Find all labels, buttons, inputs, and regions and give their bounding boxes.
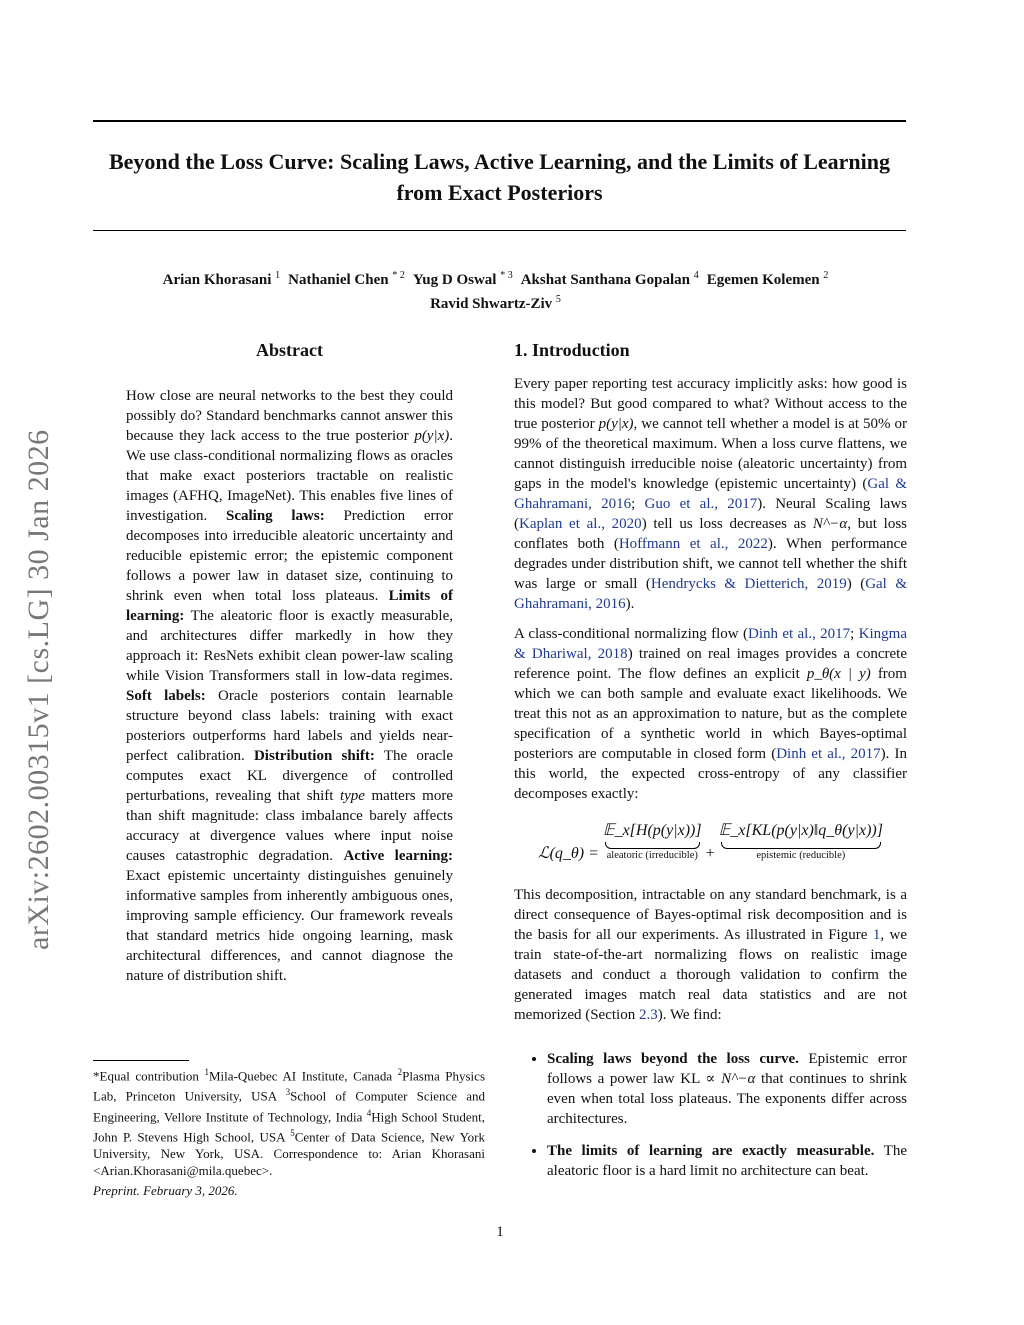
text-span: , we cannot tell whether a model is at 50% or 99% of the theoretical maximum. When a loss curve flattens, we cannot distinguish irreducible noise (aleatoric uncertainty) from gaps in the model's knowledge (epistemic uncertainty) ( <box>514 416 908 492</box>
author-affiliation-mark: 4 <box>693 270 699 281</box>
finding-item <box>547 1141 907 1181</box>
text-span: *Equal contribution <box>93 1068 205 1084</box>
finding-item <box>547 1049 907 1129</box>
citation-link[interactable]: Hoffmann et al., 2022 <box>618 536 768 552</box>
abstract-text <box>126 386 453 986</box>
title-top-rule <box>93 120 906 122</box>
bold-text: The limits of learning are exactly measurable. <box>547 1143 875 1159</box>
bold-text: Scaling laws: <box>225 508 325 524</box>
paper-title: Beyond the Loss Curve: Scaling Laws, Active Learning, and the Limits of Learning from Exact Posteriors <box>108 149 891 205</box>
text-span: matters more than shift magnitude: class imbalance barely affects accuracy at divergence values where input noise causes catastrophic degradation. <box>126 788 453 864</box>
introduction-heading: 1. Introduction <box>514 340 630 360</box>
author-name: Yug D Oswal <box>412 272 501 288</box>
italic-text: type <box>339 788 365 804</box>
citation-link[interactable]: Guo et al., 2017 <box>644 496 758 512</box>
affiliations-footnote <box>93 1064 485 1179</box>
citation-link[interactable]: Dinh et al., 2017 <box>776 746 881 762</box>
arxiv-stamp: arXiv:2602.00315v1 [cs.LG] 30 Jan 2026 <box>22 429 55 950</box>
math-inline: p_θ(x | y) <box>806 666 871 682</box>
text-span: How close are neural networks to the best they could possibly do? Standard benchmarks cannot answer this because they lack access to the true posterior <box>126 388 453 444</box>
text-span: that continues to shrink even when total loss plateaus. The exponents differ across architectures. <box>547 1071 907 1127</box>
bold-text: Distribution shift: <box>253 748 375 764</box>
text-span: The oracle computes exact KL divergence of controlled perturbations, revealing that shift <box>126 748 453 804</box>
footnote-rule <box>93 1060 189 1061</box>
findings-list <box>514 1049 907 1181</box>
citation-link[interactable]: Kingma & Dhariwal, 2018 <box>514 626 907 662</box>
page-number: 1 <box>496 1224 504 1240</box>
text-span: A class-conditional normalizing flow ( <box>514 626 748 642</box>
text-span: The aleatoric floor is a hard limit no architecture can beat. <box>547 1143 907 1179</box>
text-span: Every paper reporting test accuracy implicitly asks: how good is this model? But good compared to what? Without access to the true posterior <box>514 376 907 432</box>
loss-decomposition-equation <box>514 820 907 865</box>
bold-text: Limits of learning: <box>126 588 453 624</box>
text-span: The aleatoric floor is exactly measurable, and architectures differ markedly in how they approach it: ResNets exhibit clean power-law scaling while Vision Transformers stall in low-data regimes. <box>126 608 453 684</box>
text-span: Epistemic error follows a power law KL ∝ <box>547 1051 907 1087</box>
text-span: ; <box>850 626 859 642</box>
text-span: Exact epistemic uncertainty distinguishes genuinely informative samples from inherently ambiguous ones, improving sample efficiency. Our framework reveals that standard metrics hide ongoing learning, mask architectural differences, and cannot diagnose the nature of distribution shift. <box>126 868 453 984</box>
superscript: 3 <box>285 1087 291 1098</box>
epistemic-label: epistemic (reducible) <box>756 850 846 861</box>
intro-paragraph-2 <box>514 624 907 804</box>
author-name: Ravid Shwartz-Ziv <box>430 296 556 312</box>
bold-text: Soft labels: <box>126 688 206 704</box>
superscript: 2 <box>397 1067 403 1077</box>
citation-link[interactable]: 1 <box>872 927 881 943</box>
text-span: from which we can both sample and evaluate exact likelihoods. We treat this not as an approximation to nature, but as the complete specification of a synthetic world in which Bayes-optimal posteriors are computable in closed form ( <box>514 666 907 762</box>
text-span: Plasma Physics Lab, Princeton University, USA <box>93 1068 485 1104</box>
intro-paragraph-1 <box>514 374 907 614</box>
author-list <box>93 266 906 314</box>
text-span: , but loss conflates both ( <box>514 516 908 552</box>
text-span: ). In this world, the expected cross-entropy of any classifier decomposes exactly: <box>514 746 907 802</box>
text-span: Center of Data Science, New York University, New York, USA. Correspondence to: Arian Khorasani <Arian.Khorasani@mila.quebec>. <box>93 1129 485 1179</box>
author-name: Arian Khorasani <box>162 272 276 288</box>
author-affiliation-mark: * 3 <box>500 270 513 281</box>
citation-link[interactable]: Kaplan et al., 2020 <box>519 516 642 532</box>
introduction-column <box>514 374 907 1193</box>
citation-link[interactable]: 2.3 <box>638 1007 658 1023</box>
superscript: 5 <box>290 1127 295 1138</box>
math-inline: N^−α <box>812 516 848 532</box>
superscript: 4 <box>366 1107 372 1118</box>
abstract-heading: Abstract <box>256 340 323 360</box>
text-span: ). When performance degrades under distribution shift, we cannot tell whether the shift was large or small ( <box>514 536 907 592</box>
citation-link[interactable]: Gal & Ghahramani, 2016 <box>514 476 907 512</box>
author-affiliation-mark: 5 <box>555 294 561 305</box>
author-affiliation-mark: 1 <box>275 270 281 281</box>
text-span: ). Neural Scaling laws ( <box>514 496 907 532</box>
math-inline: p(y|x) <box>598 416 634 432</box>
text-span: ) tell us loss decreases as <box>641 516 813 532</box>
author-name: Akshat Santhana Gopalan <box>520 272 694 288</box>
text-span: ) trained on real images provides a concrete reference point. The flow defines an explicit <box>514 646 907 682</box>
text-span: ). <box>625 596 635 612</box>
author-affiliation-mark: 2 <box>823 270 829 281</box>
aleatoric-label: aleatoric (irreducible) <box>606 850 698 861</box>
text-span: , we train state-of-the-art normalizing flows on realistic image datasets and conduct a thorough validation to confirm the generated images match real data statistics and are not memorized (Section <box>514 927 907 1023</box>
equation-lhs: ℒ(q_θ) = <box>538 845 603 862</box>
equation-plus: + <box>701 845 719 862</box>
text-span: ) ( <box>846 576 866 592</box>
citation-link[interactable]: Dinh et al., 2017 <box>747 626 851 642</box>
text-span: High School Student, John P. Stevens High School, USA <box>93 1108 485 1145</box>
bold-text: Scaling laws beyond the loss curve. <box>547 1051 799 1067</box>
text-span: . We use class-conditional normalizing flows as oracles that make exact posteriors tractable on realistic images (AFHQ, ImageNet). This enables five lines of investigation. <box>126 428 453 524</box>
bold-text: Active learning: <box>343 848 453 864</box>
text-span: School of Computer Science and Engineering, Vellore Institute of Technology, India <box>93 1088 485 1124</box>
aleatoric-term <box>603 820 702 863</box>
preprint-note: Preprint. February 3, 2026. <box>93 1183 238 1198</box>
text-span: This decomposition, intractable on any standard benchmark, is a direct consequence of Bayes-optimal risk decomposition and is the basis for all our experiments. As illustrated in Figure <box>514 887 907 943</box>
epistemic-term <box>719 820 883 863</box>
citation-link[interactable]: Gal & Ghahramani, 2016 <box>514 576 907 612</box>
title-bottom-rule <box>93 230 906 231</box>
text-span: Prediction error decomposes into irreducible aleatoric uncertainty and reducible epistemic error; the epistemic component follows a power law in dataset size, continuing to shrink even when total loss plateaus. <box>126 508 453 604</box>
abstract-column <box>126 386 453 996</box>
underbrace <box>605 842 700 849</box>
text-span: Oracle posteriors contain learnable structure beyond class labels: training with exact posteriors outperforms hard labels and yields near-perfect calibration. <box>126 688 453 764</box>
author-name: Nathaniel Chen <box>288 272 393 288</box>
math-inline: N^−α <box>721 1071 756 1087</box>
citation-link[interactable]: Hendrycks & Dietterich, 2019 <box>650 576 847 592</box>
intro-paragraph-3 <box>514 885 907 1025</box>
math-inline: p(y|x) <box>414 428 450 444</box>
text-span: ; <box>631 496 645 512</box>
author-affiliation-mark: * 2 <box>392 270 405 281</box>
author-name: Egemen Kolemen <box>706 272 824 288</box>
aleatoric-expression: 𝔼_x[H(p(y|x))] <box>602 822 702 839</box>
underbrace <box>721 842 881 849</box>
text-span: ). We find: <box>657 1007 722 1023</box>
superscript: 1 <box>204 1067 209 1077</box>
epistemic-expression: 𝔼_x[KL(p(y|x)‖q_θ(y|x))] <box>718 822 883 839</box>
text-span: Mila-Quebec AI Institute, Canada <box>209 1068 398 1084</box>
